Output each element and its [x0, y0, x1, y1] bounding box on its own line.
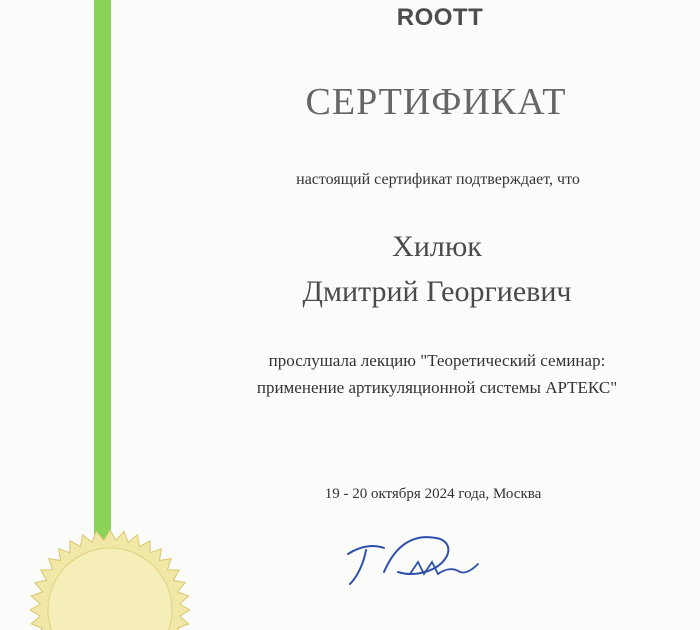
lecture-line-2: применение артикуляционной системы АРТЕКС" [256, 378, 618, 397]
handwritten-signature [340, 532, 480, 585]
lecture-line-1: прослушала лекцию "Теоретический семинар: [268, 351, 606, 370]
certificate-subtitle: настоящий сертификат подтверждает, что [296, 171, 580, 188]
gold-seal-icon [10, 510, 210, 630]
recipient-surname: Хилюк [392, 230, 482, 263]
recipient-given-names: Дмитрий Георгиевич [302, 275, 572, 308]
certificate-title: СЕРТИФИКАТ [305, 81, 567, 123]
event-date-location: 19 - 20 октября 2024 года, Москва [324, 486, 542, 502]
brand-logo: ROOTT [396, 4, 484, 31]
lecture-description [0, 347, 700, 401]
